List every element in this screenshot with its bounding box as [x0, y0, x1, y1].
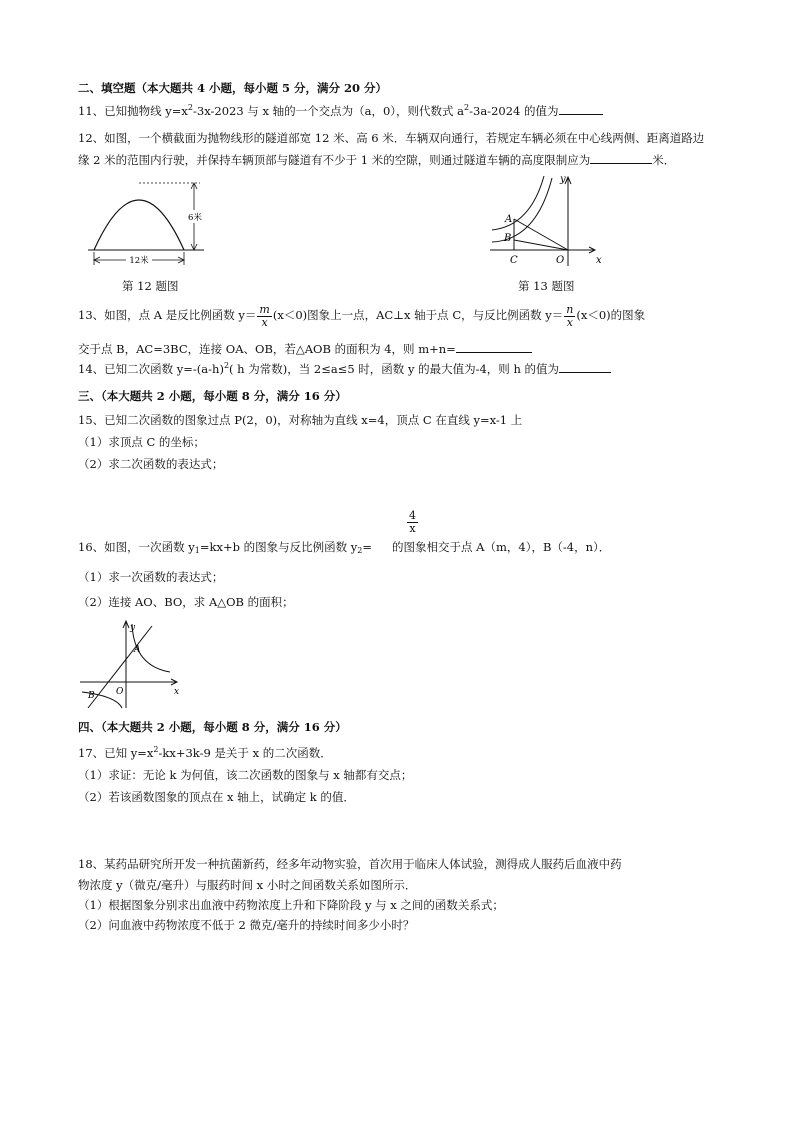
question-17-part-2: （2）若该函数图象的顶点在 x 轴上，试确定 k 的值． — [78, 790, 355, 804]
section-3-heading: 三、（本大题共 2 小题，每小题 8 分，满分 16 分） — [78, 389, 347, 403]
question-17-part-1: （1）求证：无论 k 为何值，该二次函数的图象与 x 轴都有交点； — [78, 768, 413, 782]
figure-13-curve-m — [492, 176, 544, 230]
figure-12-width-label: 12米 — [129, 256, 149, 266]
figure-12-tunnel-diagram — [84, 172, 214, 272]
figure-16-label-x: x — [174, 687, 180, 697]
question-15-stem: 15、已知二次函数的图象过点 P(2，0)，对称轴为直线 x=4，顶点 C 在直线 y=x-1 上 — [78, 413, 523, 427]
question-18-line-2: 物浓度 y（微克/毫升）与服药时间 x 小时之间函数关系如图所示． — [78, 878, 417, 892]
fraction-m-over-x: $\frac{m}{x}$ — [259, 302, 270, 329]
question-18-part-1: （1）根据图象分别求出血液中药物浓度上升和下降阶段 y 与 x 之间的函数关系式； — [78, 898, 504, 912]
question-18-part-2: （2）问血液中药物浓度不低于 2 微克/毫升的持续时间多少小时？ — [78, 918, 415, 932]
answer-blank-13[interactable] — [456, 341, 532, 353]
figure-13-label-C: C — [510, 255, 518, 266]
question-14: 14、已知二次函数 $y=-(a-h)^2$( h 为常数)，当 2≤a≤5 时，函数 y 的最大值为-4，则 h 的值为 — [78, 361, 611, 377]
question-15-part-1: （1）求顶点 C 的坐标； — [78, 435, 205, 449]
figure-16-diagram — [76, 618, 186, 710]
figure-13-label-O: O — [556, 255, 565, 266]
question-11: 11、已知抛物线 $y=x^2-3x-2023$ 与 x 轴的一个交点为（a，0），则代数式 $a^2-3a-2024$ 的值为 — [78, 103, 603, 119]
figure-13-curve-n — [492, 178, 552, 242]
section-2-heading: 二、填空题（本大题共 4 小题，每小题 5 分，满分 20 分） — [78, 81, 388, 95]
section-4-heading: 四、（本大题共 2 小题，每小题 8 分，满分 16 分） — [78, 720, 347, 734]
figure-16-label-O: O — [116, 687, 124, 697]
question-12-line-2: 缘 2 米的范围内行驶，并保持车辆顶部与隧道有不少于 1 米的空隙，则通过隧道车辆的高度限制应为 米． — [78, 153, 676, 167]
figure-13-diagram — [486, 170, 612, 270]
question-17-stem: 17、已知 $y=x^2-kx+3k-9$ 是关于 x 的二次函数． — [78, 745, 332, 760]
figure-13-label-A: A — [505, 214, 513, 225]
question-15-part-2: （2）求二次函数的表达式； — [78, 457, 224, 471]
question-16-part-1: （1）求一次函数的表达式； — [78, 570, 224, 584]
question-12-line-1: 12、如图，一个横截面为抛物线形的隧道部宽 12 米、高 6 米．车辆双向通行，若规定车辆必须在中心线两侧、距离道路边 — [78, 131, 705, 145]
question-13-line-1: 13、如图，点 A 是反比例函数 y＝ $\frac{m}{x}$ (x＜0)图象上一点，AC⊥x 轴于点 C，与反比例函数 y＝ $\frac{n}{x}$ (x＜0)的图象 — [78, 302, 646, 329]
answer-blank-14[interactable] — [559, 361, 611, 373]
answer-blank-11[interactable] — [559, 103, 603, 115]
figure-12-height-label: 6米 — [188, 213, 202, 223]
figure-16-label-B: B — [88, 691, 95, 701]
question-18-line-1: 18、某药品研究所开发一种抗菌新药，经多年动物实验，首次用于临床人体试验，测得成人服药后血液中药 — [78, 857, 622, 871]
figure-13-label-x: x — [596, 255, 602, 266]
figure-16-label-A: A — [134, 645, 141, 655]
fraction-4-over-x: $\frac{4}{x}$ — [409, 509, 416, 535]
question-16-part-2: （2）连接 AO、BO，求 A△OB 的面积； — [78, 595, 294, 609]
figure-13-label-B: B — [504, 233, 512, 244]
figure-16-label-y: y — [130, 623, 136, 633]
figure-13-caption: 第 13 题图 — [518, 279, 575, 293]
figure-12-parabola — [94, 200, 184, 250]
figure-13-label-y: y — [560, 174, 566, 185]
answer-blank-12[interactable] — [590, 152, 652, 164]
question-13-line-2: 交于点 B，AC=3BC，连接 OA、OB，若△AOB 的面积为 4，则 m+n= — [78, 341, 532, 357]
figure-12-caption: 第 12 题图 — [122, 279, 179, 293]
fraction-n-over-x: $\frac{n}{x}$ — [566, 302, 574, 329]
question-16-stem: 16、如图，一次函数 $y_1=kx+b$ 的图象与反比例函数 $y_2=$ 的图象相交于点 A（m，4），B（-4，n）． — [78, 540, 611, 555]
